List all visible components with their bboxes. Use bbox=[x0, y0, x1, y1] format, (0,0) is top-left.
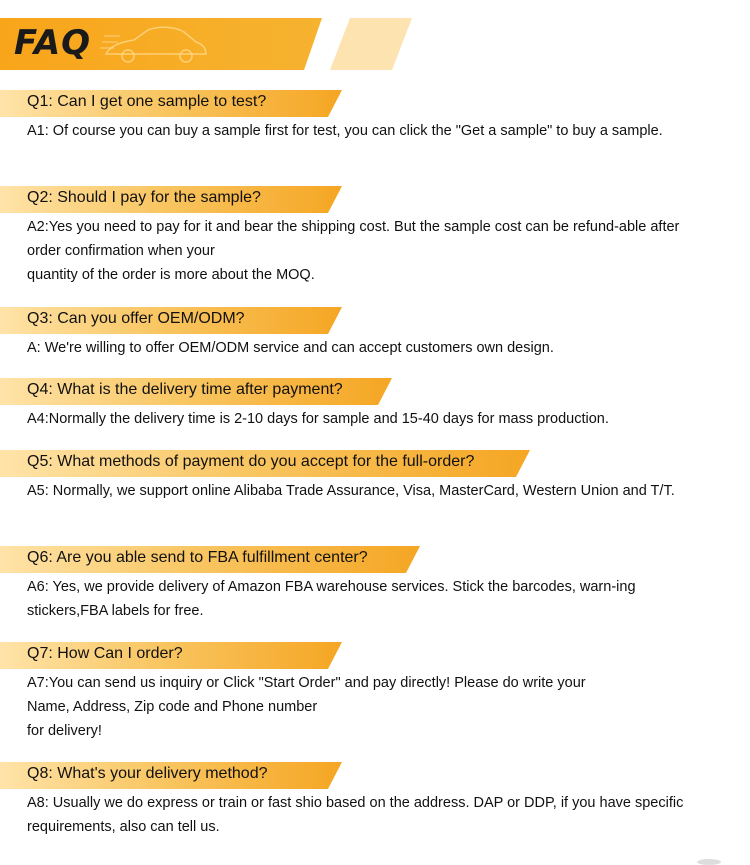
question-text: Q2: Should I pay for the sample? bbox=[27, 189, 261, 206]
question-text: Q7: How Can I order? bbox=[27, 645, 183, 662]
faq-item-7 bbox=[0, 642, 750, 743]
answer-text: A: We're willing to offer OEM/ODM service and can accept customers own design. bbox=[27, 340, 554, 356]
answer-text: A2:Yes you need to pay for it and bear the shipping cost. But the sample cost can be refund-able after order confirmation when your quantity of the order is more about the MOQ. bbox=[27, 219, 680, 283]
question-bar bbox=[0, 186, 342, 213]
car-silhouette-icon bbox=[100, 20, 210, 68]
question-text: Q8: What's your delivery method? bbox=[27, 765, 268, 782]
faq-item-4 bbox=[0, 378, 750, 431]
question-text: Q4: What is the delivery time after payment? bbox=[27, 381, 343, 398]
question-text: Q6: Are you able send to FBA fulfillment center? bbox=[27, 549, 368, 566]
answer-text: A6: Yes, we provide delivery of Amazon FBA warehouse services. Stick the barcodes, warn-ing stickers,FBA labels for free. bbox=[27, 579, 636, 619]
corner-decoration-icon bbox=[694, 855, 724, 865]
question-bar bbox=[0, 378, 392, 405]
question-bar bbox=[0, 642, 342, 669]
question-bar bbox=[0, 307, 342, 334]
question-bar bbox=[0, 90, 342, 117]
faq-item-8 bbox=[0, 762, 750, 839]
question-text: Q5: What methods of payment do you accept for the full-order? bbox=[27, 453, 475, 470]
answer-text: A8: Usually we do express or train or fast shio based on the address. DAP or DDP, if you have specific requirements, also can tell us. bbox=[27, 795, 684, 835]
question-bar bbox=[0, 546, 420, 573]
faq-header bbox=[0, 18, 750, 70]
faq-item-3 bbox=[0, 307, 750, 360]
header-accent-stripe bbox=[330, 18, 412, 70]
question-text: Q1: Can I get one sample to test? bbox=[27, 93, 267, 110]
faq-item-6 bbox=[0, 546, 750, 623]
answer-text: A7:You can send us inquiry or Click "Start Order" and pay directly! Please do write your Name, Address, Zip code and Phone number for delivery! bbox=[27, 675, 586, 739]
faq-item-1 bbox=[0, 90, 750, 143]
page-title: FAQ bbox=[14, 23, 92, 63]
question-text: Q3: Can you offer OEM/ODM? bbox=[27, 310, 245, 327]
question-bar bbox=[0, 762, 342, 789]
answer-text: A1: Of course you can buy a sample first for test, you can click the "Get a sample" to buy a sample. bbox=[27, 123, 663, 139]
answer-text: A4:Normally the delivery time is 2-10 days for sample and 15-40 days for mass production. bbox=[27, 411, 609, 427]
faq-item-2 bbox=[0, 186, 750, 287]
faq-item-5 bbox=[0, 450, 750, 503]
question-bar bbox=[0, 450, 530, 477]
answer-text: A5: Normally, we support online Alibaba Trade Assurance, Visa, MasterCard, Western Union and T/T. bbox=[27, 483, 675, 499]
